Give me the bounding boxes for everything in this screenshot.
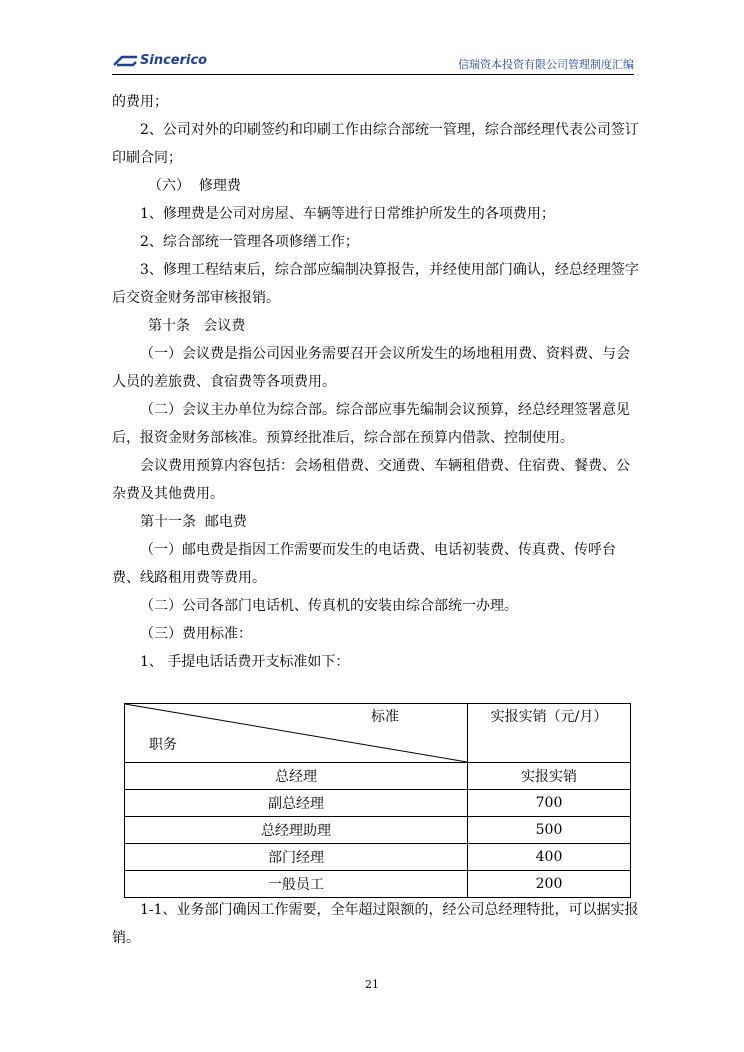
page-number: 21 <box>365 978 379 991</box>
paragraph: 第十条 会议费 <box>148 318 246 334</box>
phone-fee-standard-table <box>124 703 631 898</box>
table-header-row <box>125 704 631 763</box>
amount-cell: 200 <box>468 871 631 898</box>
paragraph: 的费用； <box>112 94 168 110</box>
table-row <box>125 817 631 844</box>
amount-cell: 700 <box>468 790 631 817</box>
paragraph: （一）会议费是指公司因业务需要召开会议所发生的场地租用费、资料费、与会人员的差旅费、食宿费等各项费用。 <box>112 346 630 390</box>
paragraph: 1、修理费是公司对房屋、车辆等进行日常维护所发生的各项费用； <box>140 206 555 222</box>
diagonal-header-cell <box>125 704 468 763</box>
paragraph: 2、综合部统一管理各项修缮工作； <box>140 234 359 250</box>
body-text <box>112 88 642 676</box>
position-cell: 部门经理 <box>125 844 468 871</box>
after-table-text <box>112 896 642 952</box>
paragraph: （二）公司各部门电话机、传真机的安装由综合部统一办理。 <box>140 598 518 614</box>
position-cell: 一般员工 <box>125 871 468 898</box>
table-row <box>125 871 631 898</box>
page-header <box>112 50 634 75</box>
table-row <box>125 763 631 790</box>
logo-text: Sincerico <box>140 53 208 68</box>
header-amount-label: 实报实销（元/月） <box>468 704 631 763</box>
amount-cell: 实报实销 <box>468 763 631 790</box>
header-standard-label: 标准 <box>371 709 399 725</box>
amount-cell: 400 <box>468 844 631 871</box>
position-cell: 总经理助理 <box>125 817 468 844</box>
header-title: 信瑞资本投资有限公司管理制度汇编 <box>458 58 634 71</box>
header-position-label: 职务 <box>149 737 177 753</box>
logo-swoosh-icon <box>112 55 138 67</box>
table-row <box>125 790 631 817</box>
paragraph: 会议费用预算内容包括：会场租借费、交通费、车辆租借费、住宿费、餐费、公杂费及其他费用。 <box>112 458 630 502</box>
position-cell: 总经理 <box>125 763 468 790</box>
paragraph: （三）费用标准： <box>140 626 252 642</box>
paragraph: （二）会议主办单位为综合部。综合部应事先编制会议预算，经总经理签署意见后，报资金财务部核准。预算经批准后，综合部在预算内借款、控制使用。 <box>112 402 630 446</box>
position-cell: 副总经理 <box>125 790 468 817</box>
paragraph: 1、 手提电话话费开支标准如下： <box>140 654 350 670</box>
amount-cell: 500 <box>468 817 631 844</box>
paragraph: 3、修理工程结束后，综合部应编制决算报告，并经使用部门确认，经总经理签字后交资金财务部审核报销。 <box>112 262 639 306</box>
paragraph: （六） 修理费 <box>148 178 241 194</box>
company-logo <box>112 53 207 68</box>
paragraph: （一）邮电费是指因工作需要而发生的电话费、电话初装费、传真费、传呼台费、线路租用费等费用。 <box>112 542 616 586</box>
paragraph: 2、公司对外的印刷签约和印刷工作由综合部统一管理，综合部经理代表公司签订印刷合同； <box>112 122 639 166</box>
table-row <box>125 844 631 871</box>
paragraph: 第十一条 邮电费 <box>140 514 247 530</box>
paragraph: 1-1、业务部门确因工作需要，全年超过限额的，经公司总经理特批，可以据实报销。 <box>112 902 639 946</box>
